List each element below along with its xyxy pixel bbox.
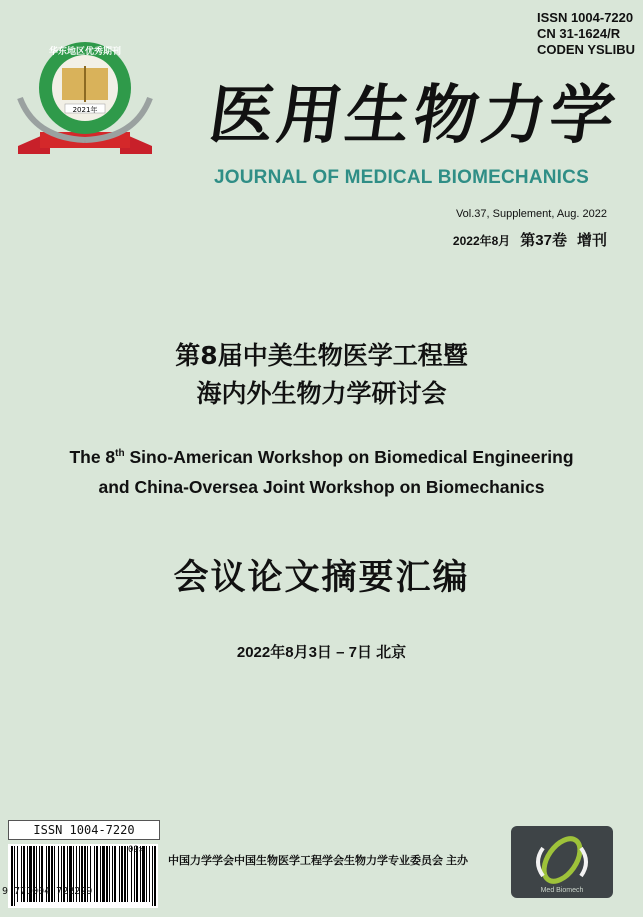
barcode-bar	[94, 846, 95, 902]
workshop-title-en-line1: The 8th Sino-American Workshop on Biomedical Engineering	[69, 447, 574, 467]
issn-info	[537, 10, 635, 58]
med-biomech-logo	[511, 826, 613, 898]
barcode-bar	[154, 846, 156, 906]
journal-title-cn: 医用生物力学	[204, 78, 624, 153]
barcode-addon: 09>	[128, 845, 145, 855]
issue-line	[443, 229, 607, 250]
barcode-bar	[11, 846, 13, 906]
date-place: 2022年8月3日 – 7日 北京	[236, 644, 407, 661]
logo-text: Med Biomech	[540, 887, 584, 894]
barcode-bar	[124, 846, 126, 902]
cn-text: CN 31-1624/R	[537, 26, 621, 41]
workshop-title-cn-line2: 海内外生物力学研讨会	[196, 379, 447, 408]
organizers: 中国力学学会中国生物医学工程学会生物力学专业委员会 主办	[168, 855, 469, 867]
barcode-bar	[106, 846, 108, 902]
barcode-bar	[100, 846, 101, 902]
barcode-digits: 9 771004 722229	[2, 886, 93, 897]
award-badge	[10, 28, 160, 163]
issue-date: 2022年8月	[452, 234, 511, 248]
barcode-bar	[102, 846, 105, 902]
barcode-bar	[149, 846, 150, 902]
badge-arc-text: 华东地区优秀期刊	[48, 47, 122, 57]
issn-text: ISSN 1004-7220	[537, 10, 634, 25]
barcode-bar	[114, 846, 116, 902]
barcode-bar	[152, 846, 153, 906]
coden-text: CODEN YSLIBU	[537, 42, 635, 57]
barcode-bar	[109, 846, 110, 902]
issue-supplement: 增刊	[576, 232, 607, 249]
badge-year: 2021年	[72, 106, 98, 114]
barcode-bar	[121, 846, 123, 902]
barcode-bar	[14, 846, 15, 906]
abstracts-title: 会议论文摘要汇编	[173, 558, 470, 598]
barcode-bar	[119, 846, 120, 902]
volume-line: Vol.37, Supplement, Aug. 2022	[455, 208, 607, 220]
barcode-bar	[96, 846, 98, 902]
barcode-issn-label: ISSN 1004-7220	[8, 820, 160, 840]
journal-title-en: JOURNAL OF MEDICAL BIOMECHANICS	[214, 167, 589, 188]
issue-volume: 第37卷	[520, 232, 567, 249]
barcode-bar	[146, 846, 147, 902]
barcode-bar	[112, 846, 113, 902]
workshop-title-en-line2: and China-Oversea Joint Workshop on Biomechanics	[98, 477, 545, 497]
workshop-title-cn-line1: 第8届中美生物医学工程暨	[175, 341, 468, 370]
